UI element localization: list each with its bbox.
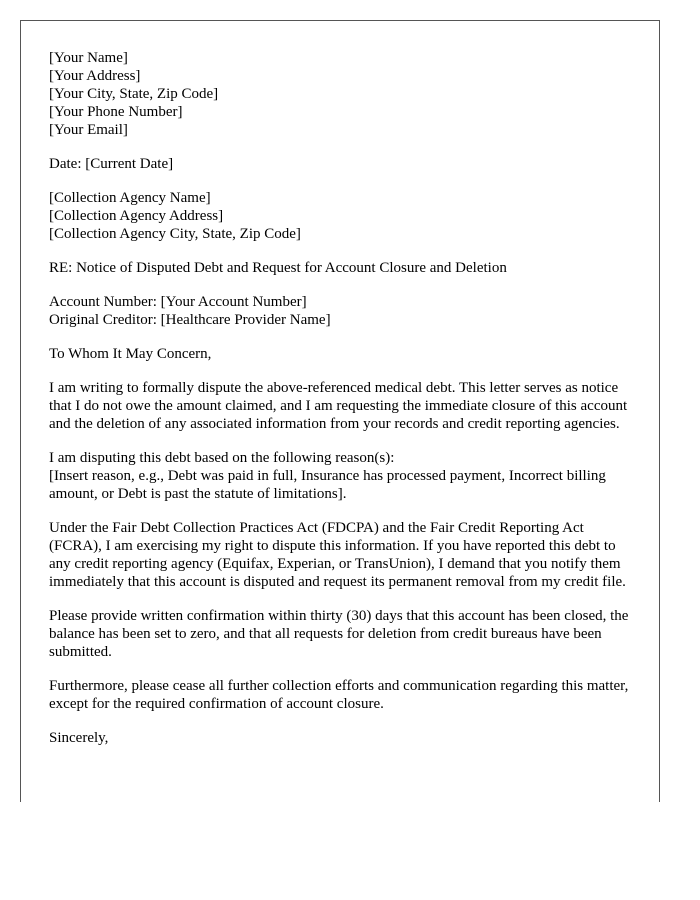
recipient-name: [Collection Agency Name] [49, 190, 211, 206]
sender-name: [Your Name] [49, 50, 128, 66]
date-line: Date: [Current Date] [49, 156, 174, 172]
sender-phone: [Your Phone Number] [49, 104, 183, 120]
account-block [49, 293, 639, 329]
subject-line: RE: Notice of Disputed Debt and Request for Account Closure and Deletion [49, 260, 507, 276]
salutation-block [49, 345, 639, 363]
letter-content [49, 49, 639, 747]
recipient-city-state-zip: [Collection Agency City, State, Zip Code] [49, 226, 301, 242]
account-number-line: Account Number: [Your Account Number] [49, 294, 307, 310]
dispute-reason-placeholder: [Insert reason, e.g., Debt was paid in full, Insurance has processed payment, Incorrect billing amount, or Debt is past the statute of limitations]. [49, 468, 606, 502]
sender-city-state-zip: [Your City, State, Zip Code] [49, 86, 219, 102]
sender-email: [Your Email] [49, 122, 128, 138]
subject-block [49, 259, 639, 277]
original-creditor-line: Original Creditor: [Healthcare Provider Name] [49, 312, 331, 328]
letter-page [20, 20, 660, 802]
closing: Sincerely, [49, 730, 109, 746]
salutation: To Whom It May Concern, [49, 346, 212, 362]
dispute-reason-intro: I am disputing this debt based on the following reason(s): [49, 450, 395, 466]
body-paragraph-3: Under the Fair Debt Collection Practices Act (FDCPA) and the Fair Credit Reporting Act (FCRA), I am exercising my right to dispute this information. If you have reported this debt to any credit reporting agency (Equifax, Experian, or TransUnion), I demand that you notify them immediately that this account is disputed and request its permanent removal from my credit file. [49, 520, 626, 590]
body-paragraph-5: Furthermore, please cease all further collection efforts and communication regarding this matter, except for the required confirmation of account closure. [49, 678, 629, 712]
recipient-block [49, 189, 639, 243]
sender-address: [Your Address] [49, 68, 141, 84]
date-block [49, 155, 639, 173]
recipient-address: [Collection Agency Address] [49, 208, 224, 224]
sender-block [49, 49, 639, 139]
body-paragraph-2 [49, 449, 639, 503]
body-paragraph-4: Please provide written confirmation within thirty (30) days that this account has been closed, the balance has been set to zero, and that all requests for deletion from credit bureaus have been submitted. [49, 608, 629, 660]
body-paragraph-1: I am writing to formally dispute the above-referenced medical debt. This letter serves as notice that I do not owe the amount claimed, and I am requesting the immediate closure of this account and the deletion of any associated information from your records and credit reporting agencies. [49, 380, 628, 432]
